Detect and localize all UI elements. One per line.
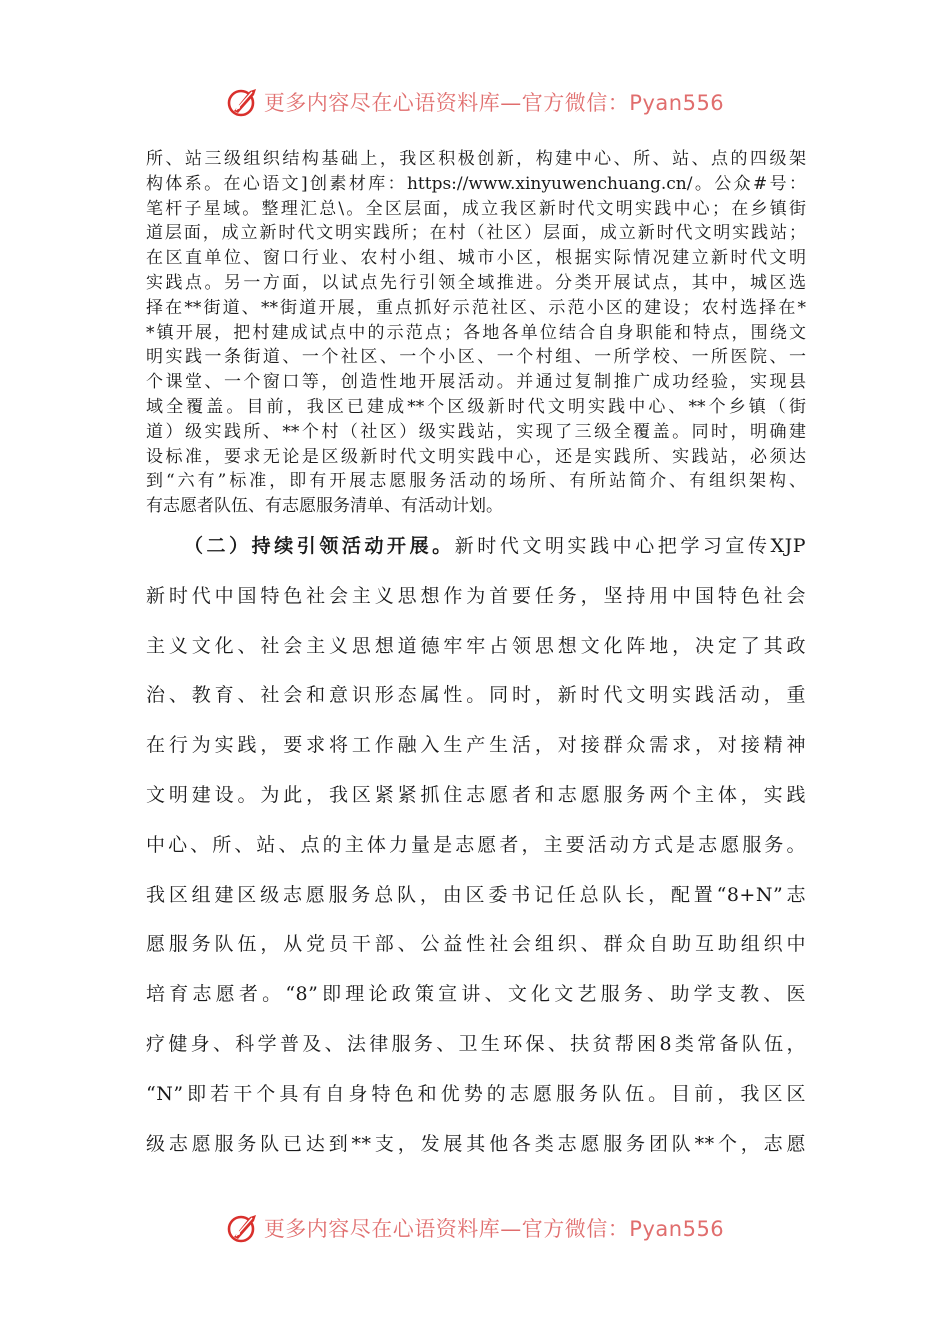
header-banner <box>0 82 950 122</box>
section-2 <box>146 528 806 1175</box>
text-line: 文明建设。为此，我区紧紧抓住志愿者和志愿服务两个主体，实践 <box>146 783 806 806</box>
text-line: 我区组建区级志愿服务总队，由区委书记任总队长，配置“8+N”志 <box>146 883 806 906</box>
footer-banner-text: 更多内容尽在心语资料库—官方微信：Pyan556 <box>263 1217 725 1241</box>
text-line: 在区直单位、窗口行业、农村小组、城市小区，根据实际情况建立新时代文明 <box>146 248 806 269</box>
text-line: 道层面，成立新时代文明实践所；在村（社区）层面，成立新时代文明实践站； <box>146 223 806 244</box>
text-line: 疗健身、科学普及、法律服务、卫生环保、扶贫帮困8类常备队伍， <box>146 1032 806 1055</box>
text-line: 主义文化、社会主义思想道德牢牢占领思想文化阵地，决定了其政 <box>146 634 806 657</box>
text-line: 笔杆子星域。整理汇总\。全区层面，成立我区新时代文明实践中心；在乡镇街 <box>146 198 806 219</box>
text-line: 道）级实践所、**个村（社区）级实践站，实现了三级全覆盖。同时，明确建 <box>146 421 806 442</box>
text-line: *镇开展，把村建成试点中的示范点；各地各单位结合自身职能和特点，围绕文 <box>146 322 806 343</box>
text-line: 实践点。另一方面，以试点先行引领全域推进。分类开展试点，其中，城区选 <box>146 272 806 293</box>
text-line: 明实践一条街道、一个社区、一个小区、一个村组、一所学校、一所医院、一 <box>146 347 806 368</box>
text-line: 培育志愿者。“8”即理论政策宣讲、文化文艺服务、助学支教、医 <box>146 983 806 1006</box>
footer-banner <box>0 1208 950 1248</box>
text-line: 构体系。在心语文]创素材库：https://www.xinyuwenchuang.cn/。公众#号： <box>146 173 806 194</box>
text-line: 个课堂、一个窗口等，创造性地开展活动。并通过复制推广成功经验，实现县 <box>146 372 806 393</box>
text-line: 治、教育、社会和意识形态属性。同时，新时代文明实践活动，重 <box>146 684 806 707</box>
text-line: 新时代中国特色社会主义思想作为首要任务，坚持用中国特色社会 <box>146 584 806 607</box>
header-banner-text: 更多内容尽在心语资料库—官方微信：Pyan556 <box>263 91 725 115</box>
text-line: 愿服务队伍，从党员干部、公益性社会组织、群众自助互助组织中 <box>146 933 806 956</box>
pen-nib-logo-icon <box>226 85 260 119</box>
text-line: 择在**街道、**街道开展，重点抓好示范社区、示范小区的建设；农村选择在* <box>146 297 806 318</box>
text-line: 中心、所、站、点的主体力量是志愿者，主要活动方式是志愿服务。 <box>146 833 806 856</box>
text-line: 设标准，要求无论是区级新时代文明实践中心，还是实践所、实践站，必须达 <box>146 446 806 467</box>
text-line: 到“六有”标准，即有开展志愿服务活动的场所、有所站简介、有组织架构、 <box>146 471 806 492</box>
text-line: 级志愿服务队已达到**支，发展其他各类志愿服务团队**个，志愿 <box>146 1132 806 1155</box>
paragraph-1 <box>146 147 806 519</box>
text-line: 在行为实践，要求将工作融入生产生活，对接群众需求，对接精神 <box>146 734 806 757</box>
pen-nib-logo-icon <box>226 1211 260 1245</box>
text-line: 所、站三级组织结构基础上，我区积极创新，构建中心、所、站、点的四级架 <box>146 149 806 169</box>
section-2-first-line <box>146 528 806 578</box>
text-line: 域全覆盖。目前，我区已建成**个区级新时代文明实践中心、**个乡镇（街 <box>146 396 806 417</box>
text-line: “N”即若干个具有自身特色和优势的志愿服务队伍。目前，我区区 <box>146 1082 806 1105</box>
section-2-first-line-text: 新时代文明实践中心把学习宣传XJP <box>454 535 806 557</box>
text-line: 有志愿者队伍、有志愿服务清单、有活动计划。 <box>146 496 503 517</box>
section-2-heading: （二）持续引领活动开展。 <box>184 535 455 557</box>
